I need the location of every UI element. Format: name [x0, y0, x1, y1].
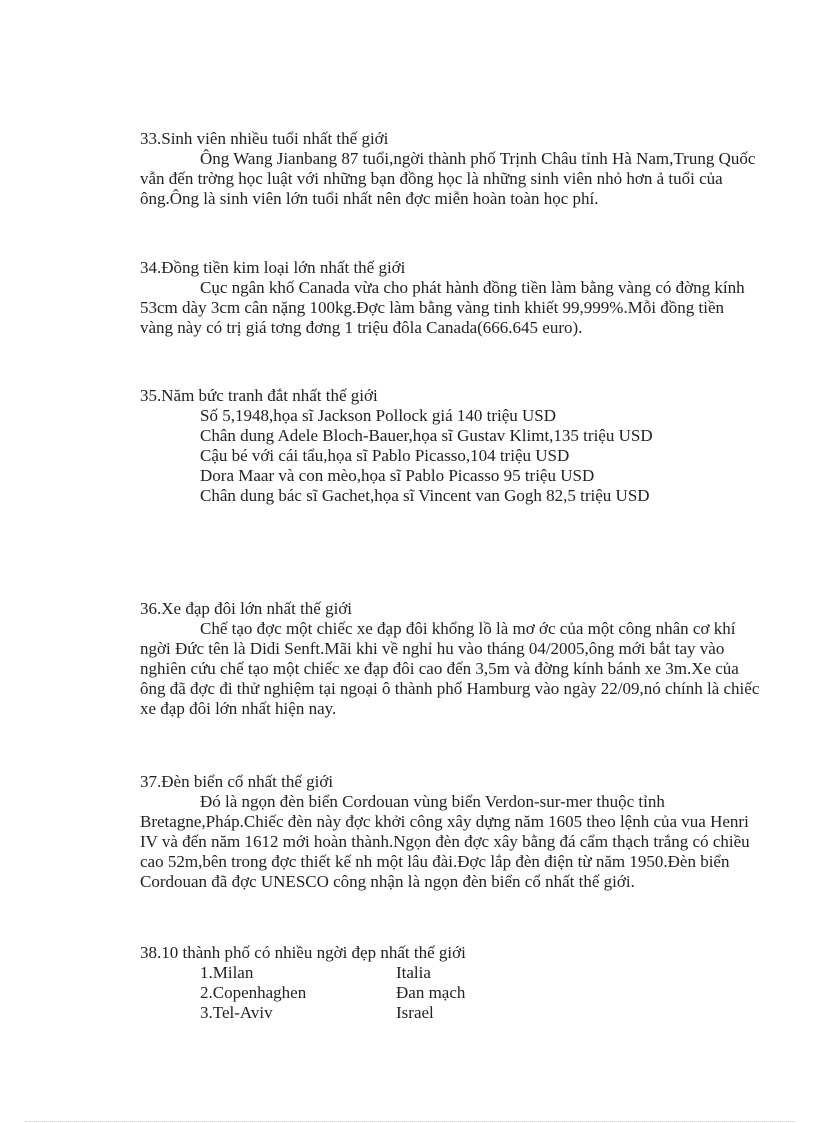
- section-38: [140, 942, 760, 963]
- section-35: [140, 385, 760, 506]
- table-row: [200, 983, 600, 1003]
- section-paragraph: Cục ngân khố Canada vừa cho phát hành đồng tiền làm bằng vàng có đờng kính 53cm dày 3cm cân nặng 100kg.Đợc làm bằng vàng tinh khiết 99,999%.Mỗi đồng tiền vàng này có trị giá tơng đơng 1 triệu đôla Canada(666.645 euro).: [140, 278, 745, 337]
- section-paragraph: Ông Wang Jianbang 87 tuổi,ngời thành phố Trịnh Châu tỉnh Hà Nam,Trung Quốc vẫn đến trờng học luật với những bạn đồng học là những sinh viên nhỏ hơn ả tuổi của ông.Ông là sinh viên lớn tuổi nhất nên đợc miễn hoàn toàn học phí.: [140, 149, 756, 208]
- section-heading: 38.10 thành phố có nhiều ngời đẹp nhất thế giới: [140, 943, 466, 962]
- painting-list: [140, 406, 760, 506]
- list-item: Dora Maar và con mèo,họa sĩ Pablo Picasso 95 triệu USD: [200, 466, 595, 485]
- city-country: Israel: [396, 1003, 434, 1022]
- section-34: [140, 257, 760, 338]
- section-36: [140, 598, 760, 719]
- list-item: Chân dung Adele Bloch-Bauer,họa sĩ Gustav Klimt,135 triệu USD: [200, 426, 653, 445]
- section-paragraph: Chế tạo đợc một chiếc xe đạp đôi khổng lồ là mơ ớc của một công nhân cơ khí ngời Đức tên là Didi Senft.Mãi khi về nghỉ hu vào tháng 04/2005,ông mới bắt tay vào nghiên cứu chế tạo một chiếc xe đạp đôi cao đến 3,5m và đờng kính bánh xe 3m.Xe của ông đã đợc đi thử nghiệm tại ngoại ô thành phố Hamburg vào ngày 22/09,nó chính là chiếc xe đạp đôi lớn nhất hiện nay.: [140, 619, 760, 718]
- list-item: Số 5,1948,họa sĩ Jackson Pollock giá 140 triệu USD: [200, 406, 557, 425]
- section-heading: 35.Năm bức tranh đắt nhất thế giới: [140, 386, 378, 405]
- table-row: [200, 963, 600, 983]
- section-heading: 34.Đồng tiền kim loại lớn nhất thế giới: [140, 258, 406, 277]
- city-name: 1.Milan: [200, 963, 254, 982]
- city-name: 3.Tel-Aviv: [200, 1003, 273, 1022]
- city-table: [200, 963, 600, 1023]
- city-name: 2.Copenhaghen: [200, 983, 307, 1002]
- section-33: [140, 128, 760, 209]
- section-heading: 36.Xe đạp đôi lớn nhất thế giới: [140, 599, 353, 618]
- table-row: [200, 1003, 600, 1023]
- section-paragraph: Đó là ngọn đèn biển Cordouan vùng biển Verdon-sur-mer thuộc tỉnh Bretagne,Pháp.Chiếc đèn này đợc khởi công xây dựng năm 1605 theo lệnh của vua Henri IV và đến năm 1612 mới hoàn thành.Ngọn đèn đợc xây bằng đá cẩm thạch trắng có chiều cao 52m,bên trong đợc thiết kế nh một lâu đài.Đợc lắp đèn điện từ năm 1950.Đèn biển Cordouan đã đợc UNESCO công nhận là ngọn đèn biển cổ nhất thế giới.: [140, 792, 750, 891]
- section-heading: 33.Sinh viên nhiều tuổi nhất thế giới: [140, 129, 389, 148]
- page-bottom-rule: [25, 1121, 795, 1122]
- city-country: Đan mạch: [396, 983, 466, 1002]
- list-item: Cậu bé với cái tẩu,họa sĩ Pablo Picasso,104 triệu USD: [200, 446, 570, 465]
- list-item: Chân dung bác sĩ Gachet,họa sĩ Vincent van Gogh 82,5 triệu USD: [200, 486, 650, 505]
- section-37: [140, 771, 760, 892]
- section-heading: 37.Đèn biển cổ nhất thế giới: [140, 772, 334, 791]
- city-country: Italia: [396, 963, 431, 982]
